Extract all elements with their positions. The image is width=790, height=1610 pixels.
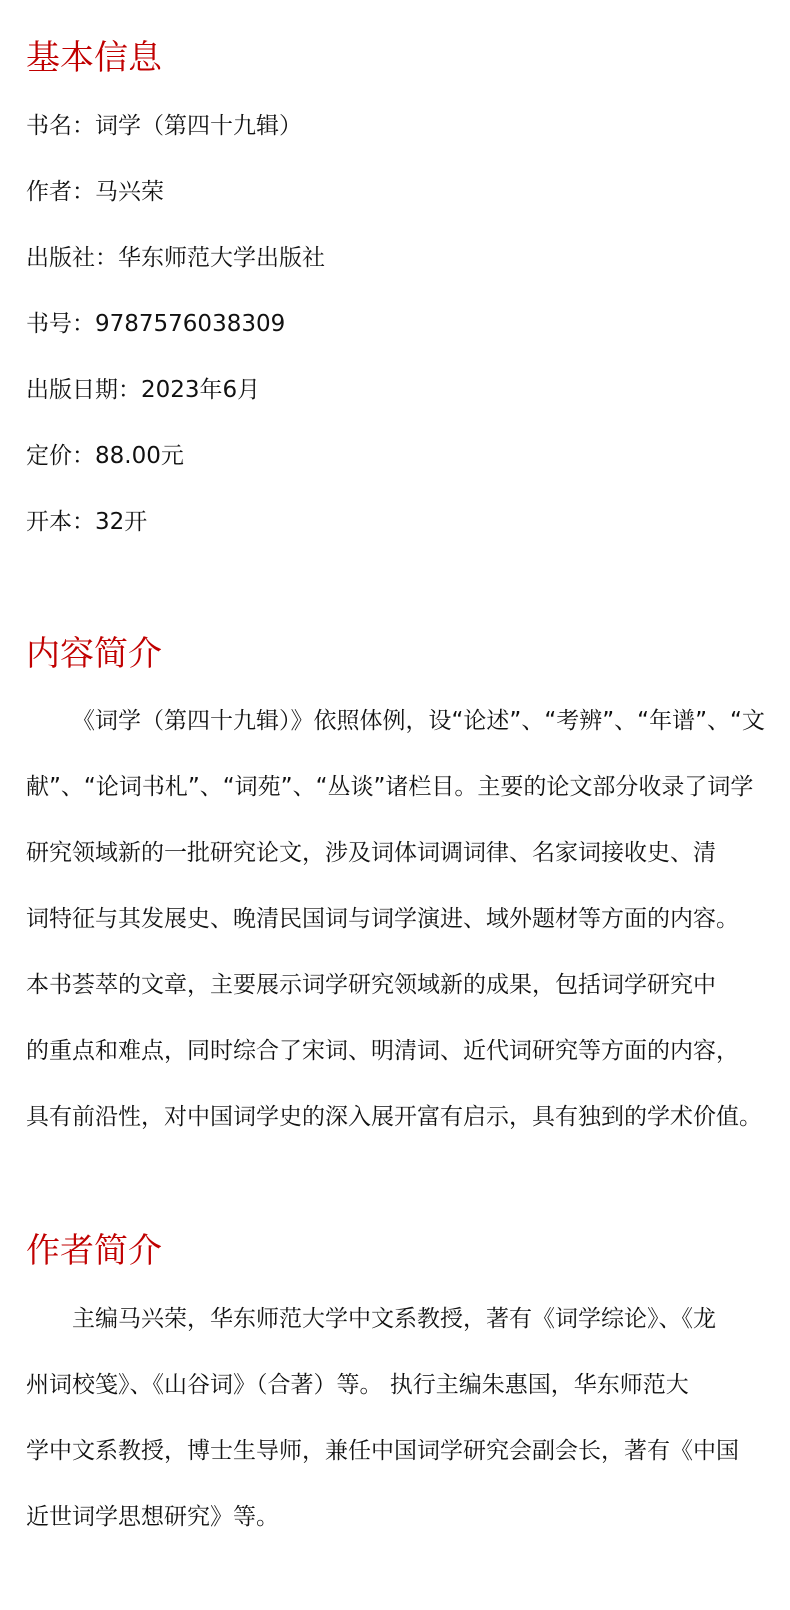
content-intro-heading: 内容简介 xyxy=(26,634,162,674)
content-intro-paragraph xyxy=(26,688,765,1150)
content-intro-line: 的重点和难点，同时综合了宋词、明清词、近代词研究等方面的内容， xyxy=(26,1038,739,1064)
author-intro-line: 学中文系教授，博士生导师，兼任中国词学研究会副会长，著有《中国 xyxy=(26,1438,739,1464)
content-intro-line: 词特征与其发展史、晚清民国词与词学演进、域外题材等方面的内容。 xyxy=(26,906,739,932)
author-intro-heading: 作者简介 xyxy=(26,1231,162,1271)
publish-date-field: 出版日期：2023年6月 xyxy=(26,377,261,403)
book-title-field: 书名：词学（第四十九辑） xyxy=(26,113,302,139)
content-intro-line: 献”、“论词书札”、“词苑”、“丛谈”诸栏目。主要的论文部分收录了词学 xyxy=(26,774,754,800)
author-intro-paragraph xyxy=(26,1286,746,1550)
author-intro-line: 州词校笺》、《山谷词》（合著）等。 执行主编朱惠国，华东师范大 xyxy=(26,1372,689,1398)
author-field: 作者：马兴荣 xyxy=(26,179,164,205)
publisher-field: 出版社：华东师范大学出版社 xyxy=(26,245,325,271)
content-intro-line: 具有前沿性，对中国词学史的深入展开富有启示，具有独到的学术价值。 xyxy=(26,1104,762,1130)
author-intro-line: 主编马兴荣，华东师范大学中文系教授，著有《词学综论》、《龙 xyxy=(72,1306,716,1332)
basic-info-heading: 基本信息 xyxy=(26,38,162,78)
price-field: 定价：88.00元 xyxy=(26,443,184,469)
content-intro-line: 研究领域新的一批研究论文，涉及词体词调词律、名家词接收史、清 xyxy=(26,840,716,866)
content-intro-line: 《词学（第四十九辑）》依照体例，设“论述”、“考辨”、“年谱”、“文 xyxy=(72,708,765,734)
format-field: 开本：32开 xyxy=(26,509,148,535)
content-intro-line: 本书荟萃的文章，主要展示词学研究领域新的成果，包括词学研究中 xyxy=(26,972,716,998)
isbn-field: 书号：9787576038309 xyxy=(26,311,286,337)
author-intro-line: 近世词学思想研究》等。 xyxy=(26,1504,279,1530)
